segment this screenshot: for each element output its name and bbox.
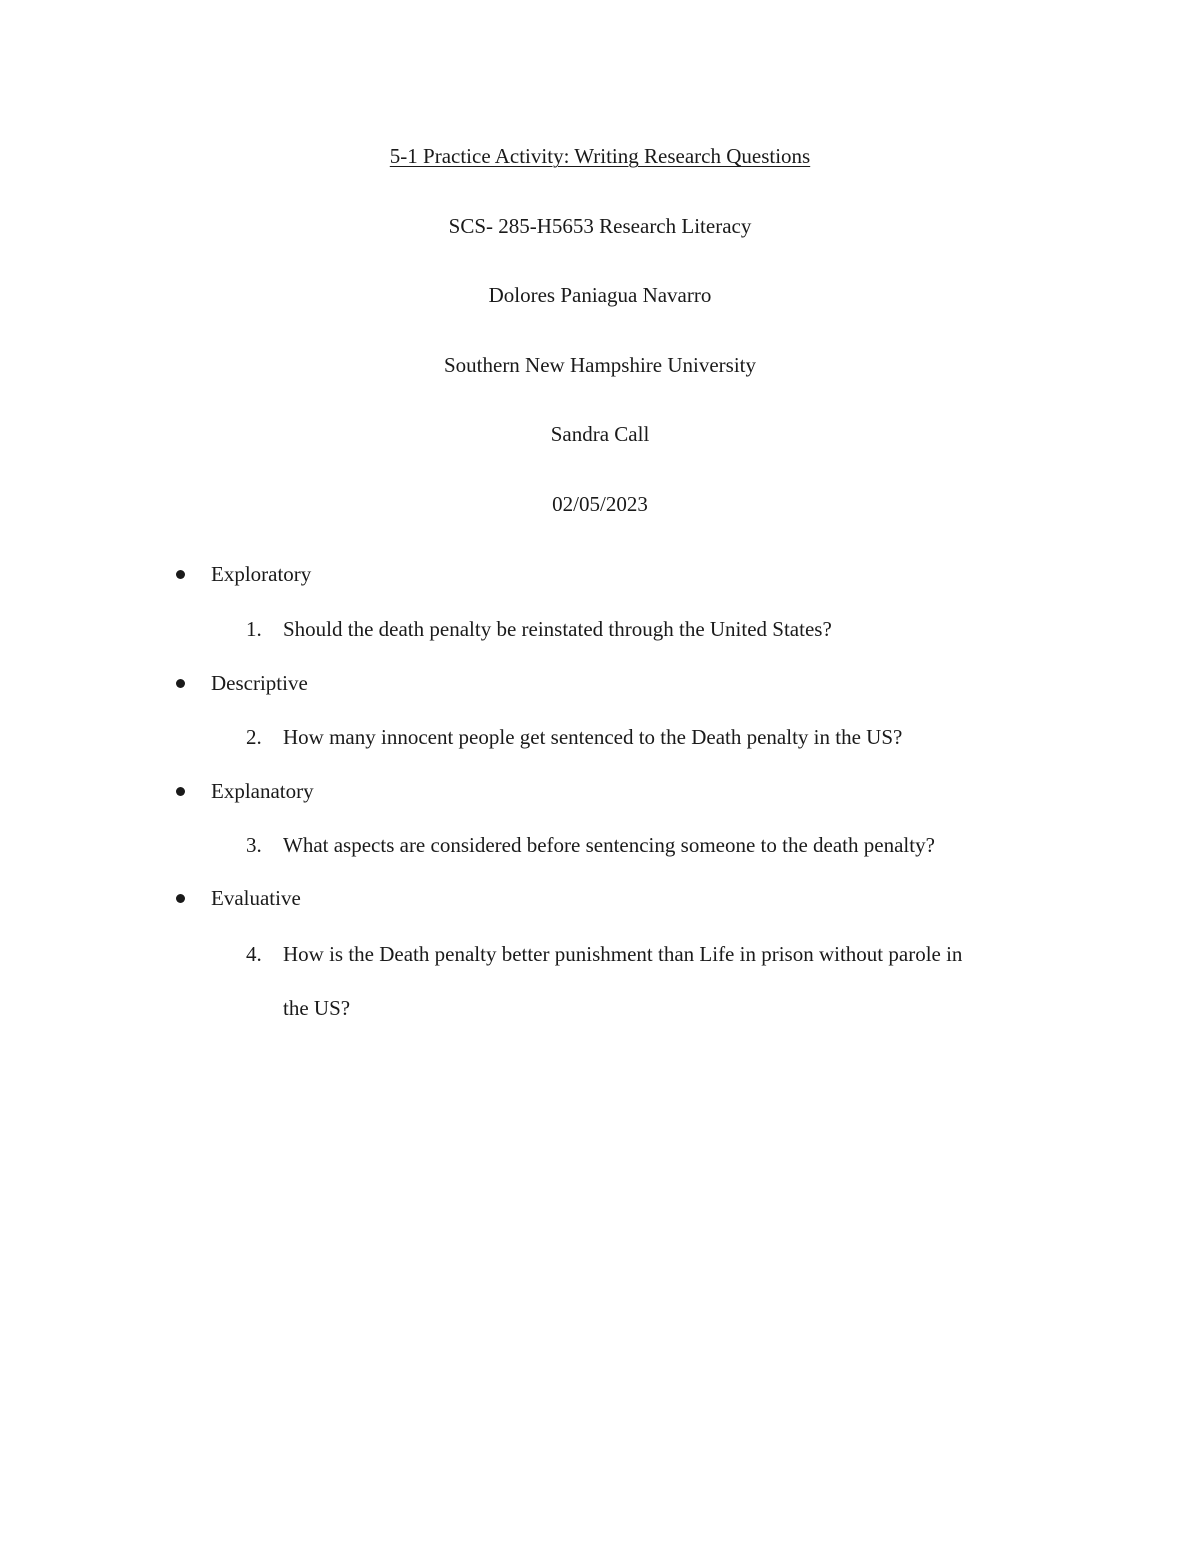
question-number: 3.	[246, 833, 262, 857]
question-text-continued: the US?	[283, 996, 351, 1020]
question-number: 4.	[246, 942, 262, 966]
question-text: How many innocent people get sentenced to the Death penalty in the US?	[283, 725, 903, 749]
question-text: Should the death penalty be reinstated through the United States?	[283, 617, 832, 641]
bullet-icon	[176, 894, 185, 903]
bullet-icon	[176, 787, 185, 796]
category-label: Evaluative	[211, 886, 301, 910]
document-title	[0, 146, 1200, 167]
instructor-line: Sandra Call	[550, 422, 650, 446]
bullet-icon	[176, 679, 185, 688]
question-number: 2.	[246, 725, 262, 749]
date-line: 02/05/2023	[552, 492, 648, 516]
category-label: Descriptive	[211, 671, 308, 695]
bullet-icon	[176, 570, 185, 579]
course-line: SCS- 285-H5653 Research Literacy	[448, 214, 752, 238]
document-title-text: 5-1 Practice Activity: Writing Research Questions	[389, 144, 811, 168]
question-text: What aspects are considered before sentencing someone to the death penalty?	[283, 833, 935, 857]
question-number: 1.	[246, 617, 262, 641]
question-text: How is the Death penalty better punishment than Life in prison without parole in	[283, 942, 963, 966]
author-line: Dolores Paniagua Navarro	[488, 283, 712, 307]
category-label: Exploratory	[211, 562, 312, 586]
category-label: Explanatory	[211, 779, 314, 803]
institution-line: Southern New Hampshire University	[443, 353, 757, 377]
